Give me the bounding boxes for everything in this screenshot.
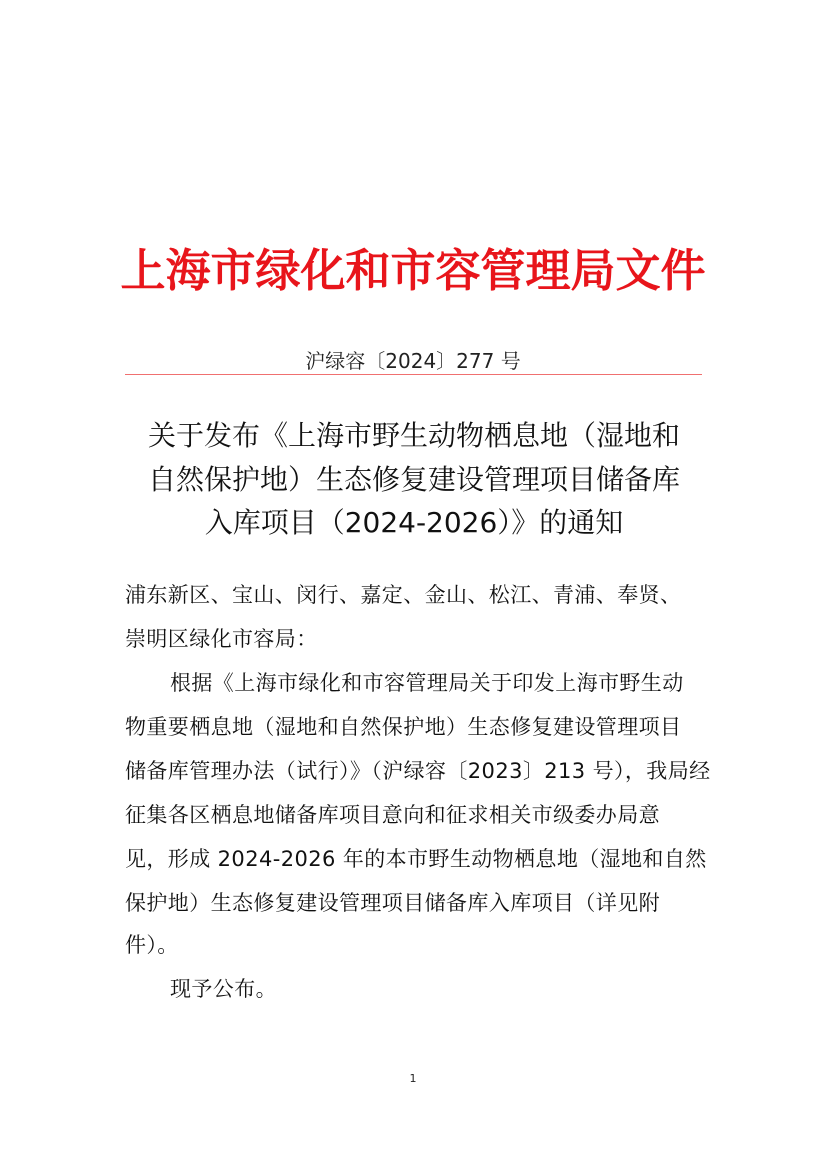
heading-line: 入库项目（2024-2026）》的通知: [204, 506, 624, 539]
body-line: 根据《上海市绿化和市容管理局关于印发上海市野生动: [170, 671, 684, 695]
heading-line: 自然保护地）生态修复建设管理项目储备库: [147, 463, 680, 496]
body-line: 储备库管理办法（试行）》（沪绿容〔2023〕213 号），我局经: [125, 759, 711, 783]
recipients-line: 崇明区绿化市容局：: [125, 627, 318, 651]
body-line: 件）。: [125, 933, 179, 957]
body-line: 见，形成 2024-2026 年的本市野生动物栖息地（湿地和自然: [125, 847, 707, 871]
closing-text: 现予公布。: [170, 977, 277, 1001]
issuer-title: 上海市绿化和市容管理局文件: [120, 244, 706, 297]
body-line: 保护地）生态修复建设管理项目储备库入库项目（详见附: [125, 891, 660, 915]
heading-line: 关于发布《上海市野生动物栖息地（湿地和: [147, 419, 680, 452]
recipients-line: 浦东新区、宝山、闵行、嘉定、金山、松江、青浦、奉贤、: [125, 583, 682, 607]
body-line: 征集各区栖息地储备库项目意向和征求相关市级委办局意: [125, 803, 660, 827]
document-number: 沪绿容〔2024〕277 号: [305, 349, 521, 373]
page-number: 1: [409, 1072, 417, 1085]
body-line: 物重要栖息地（湿地和自然保护地）生态修复建设管理项目: [125, 715, 682, 739]
red-divider: [125, 374, 702, 375]
